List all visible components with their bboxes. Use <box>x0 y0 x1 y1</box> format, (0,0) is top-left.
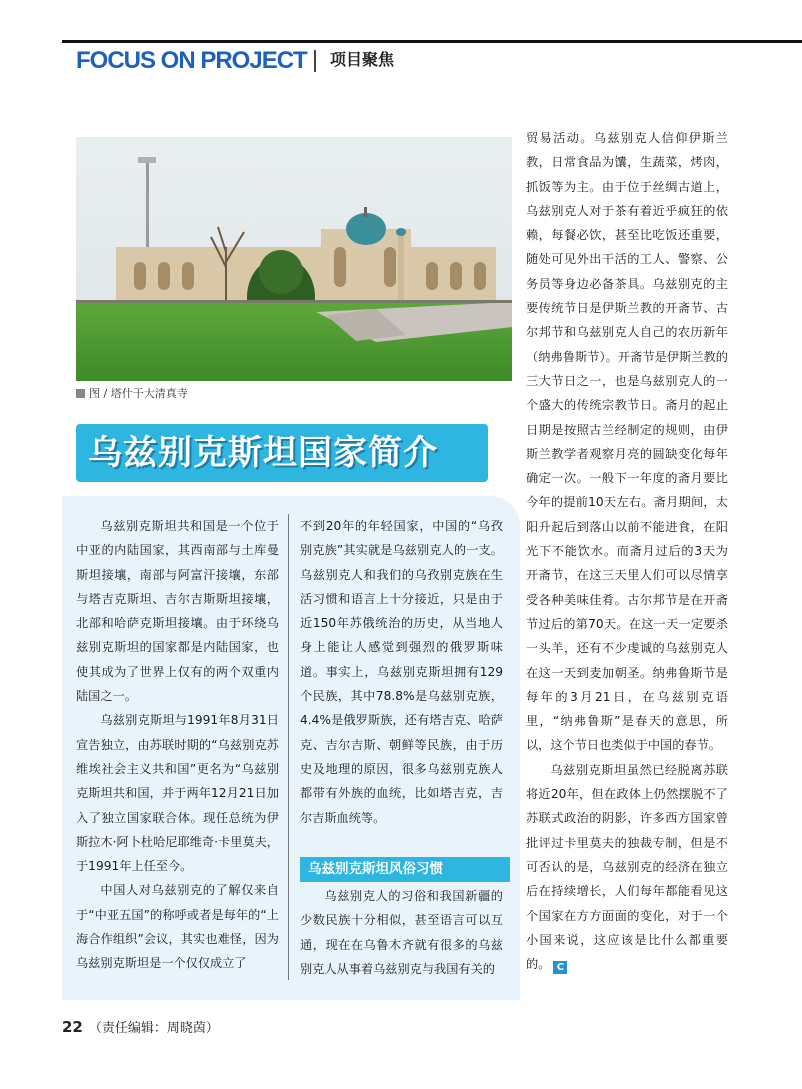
subheading: 乌兹别克斯坦风俗习惯 <box>308 861 443 877</box>
column-2 <box>300 514 503 830</box>
paragraph-last <box>526 758 728 977</box>
paragraph: 乌兹别克斯坦共和国是一个位于中亚的内陆国家，其西南部与土库曼斯坦接壤，南部与阿富汗接壤，东部与塔吉克斯坦、吉尔吉斯斯坦接壤，北部和哈萨克斯坦接壤。由于环绕乌兹别克斯坦的国家都是内陆国家，也使其成为了世界上仅有的两个双重内陆国之一。 <box>76 519 279 704</box>
column-1 <box>76 514 279 976</box>
header-brand: FOCUS ON PROJECT <box>76 47 307 74</box>
end-mark-icon: C <box>553 961 567 974</box>
photo-caption <box>76 386 188 402</box>
paragraph: 不到20年的年轻国家，中国的“乌孜别克族”其实就是乌兹别克人的一支。乌兹别克人和我们的乌孜别克族在生活习惯和语言上十分接近，只是由于近150年苏俄统治的历史，从当地人身上能让人感觉到强烈的俄罗斯味道。事实上，乌兹别克斯坦拥有129个民族，其中78.8%是乌兹别克族，4.4%是俄罗斯族，还有塔吉克、哈萨克、吉尔吉斯、朝鲜等民族，由于历史及地理的原因，很多乌兹别克族人都带有外族的血统，比如塔吉克，吉尔吉斯血统等。 <box>300 519 503 825</box>
paragraph: 乌兹别克人的习俗和我国新疆的少数民族十分相似，甚至语言可以互通，现在在乌鲁木齐就有很多的乌兹别克人从事着乌兹别克与我国有关的 <box>300 889 503 976</box>
caption-marker <box>76 389 85 398</box>
header-rule <box>62 40 802 43</box>
paragraph: 乌兹别克斯坦与1991年8月31日宣告独立，由苏联时期的“乌兹别克苏维埃社会主义共和国”更名为“乌兹别克斯坦共和国，并于两年12月21日加入了独立国家联合体。现任总统为伊斯拉木·阿卜杜哈尼耶维奇·卡里莫夫，于1991年上任至今。 <box>76 713 279 874</box>
page-title: 乌兹别克斯坦国家简介 <box>88 433 438 473</box>
paragraph-text: 乌兹别克斯坦虽然已经脱离苏联将近20年，但在政体上仍然摆脱不了苏联式政治的阴影，许多西方国家曾批评过卡里莫夫的独裁专制，但是不可否认的是，乌兹别克的经济在独立后在持续增长，人们每年都能看见这个国家在方方面面的变化，对于一个小国来说，这应该是比什么都重要的。 <box>526 762 728 972</box>
paragraph: 中国人对乌兹别克的了解仅来自于“中亚五国”的称呼或者是每年的“上海合作组织”会议，其实也难怪，因为乌兹别克斯坦是一个仅仅成立了 <box>76 883 279 971</box>
page-number: 22 <box>62 1018 83 1036</box>
column-3 <box>526 126 728 976</box>
photo-caption-text: 图 / 塔什干大清真寺 <box>89 387 188 400</box>
header-section: 项目聚焦 <box>330 50 395 69</box>
mosque-photo <box>76 137 512 381</box>
column-2-continued <box>300 884 503 981</box>
page-footer <box>62 1018 219 1038</box>
paragraph: 贸易活动。乌兹别克人信仰伊斯兰教，日常食品为馕，生蔬菜，烤肉，抓饭等为主。由于位于丝绸古道上，乌兹别克人对于茶有着近乎疯狂的依赖，每餐必饮，甚至比吃饭还重要，随处可见外出干活的工人、警察、公务员等身边必备茶具。乌兹别克的主要传统节日是伊斯兰教的开斋节、古尔邦节和乌兹别克人自己的农历新年（纳弗鲁斯节）。开斋节是伊斯兰教的三大节日之一，也是乌兹别克人的一个盛大的传统宗教节日。斋月的起止日期是按照古兰经制定的规则，由伊斯兰教学者观察月亮的圆缺变化每年确定一次。一般下一年度的斋月要比今年的提前10天左右。斋月期间，太阳升起后到落山以前不能进食，在阳光下不能饮水。而斋月过后的3天为开斋节，在这三天里人们可以尽情享受各种美味佳肴。古尔邦节是在开斋节过后的第70天。在这一天一定要杀一头羊，还有不少虔诚的乌兹别克人在这一天到麦加朝圣。纳弗鲁斯节是每年的3月21日，在乌兹别克语里，“纳弗鲁斯”是春天的意思，所以，这个节日也类似于中国的春节。 <box>526 131 728 753</box>
header-separator <box>314 50 316 72</box>
column-divider <box>288 514 289 980</box>
editor-credit: （责任编辑：周晓茵） <box>88 1021 219 1036</box>
